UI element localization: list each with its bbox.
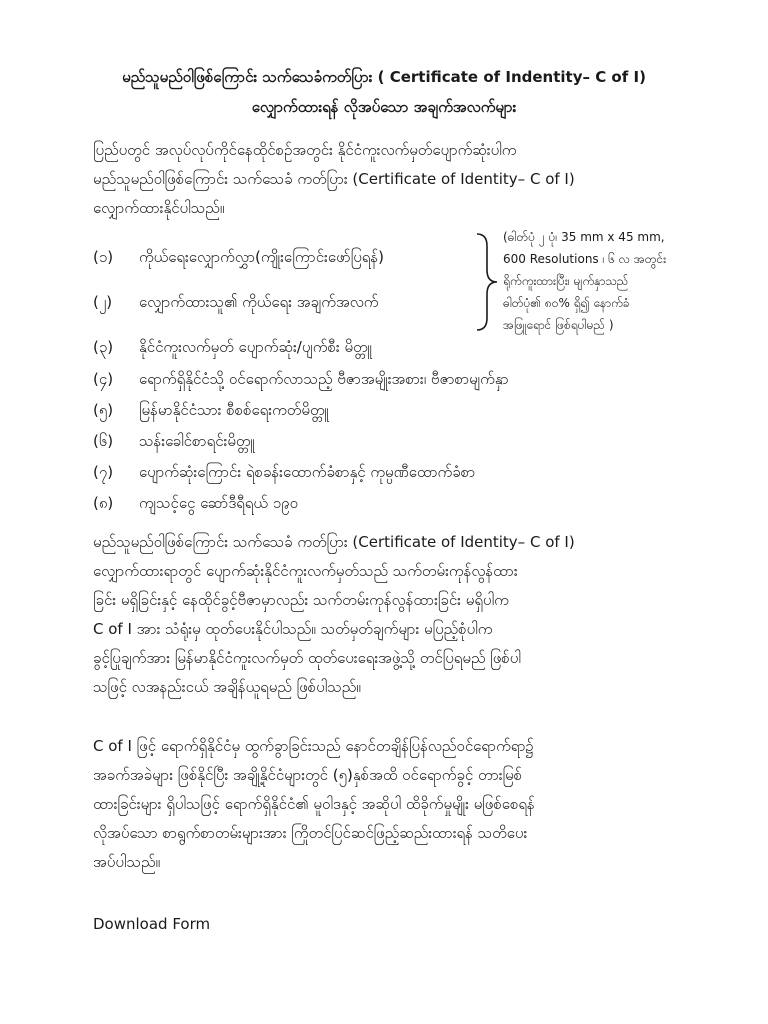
requirement-number: (၂) — [93, 293, 113, 311]
requirement-number: (၄) — [93, 370, 114, 388]
requirement-text: သန်းခေါင်စာရင်းမိတ္တူ — [139, 432, 255, 450]
requirement-item — [93, 287, 378, 317]
cofi-line: ခြင်း မရှိခြင်းနှင့် နေထိုင်ခွင့်ဗီဇာမှာလည်း သက်တမ်းကုန်လွန်ထားခြင်း မရှိပါက — [93, 591, 509, 609]
cofi-line: C of I အား သံရုံးမှ ထုတ်ပေးနိုင်ပါသည်။ သတ်မှတ်ချက်များ မပြည့်စုံပါက — [93, 620, 493, 638]
intro-line: မည်သူမည်ဝါဖြစ်ကြောင်း သက်သေခံ ကတ်ပြား (Certificate of Identity– C of I) — [93, 170, 575, 188]
intro-line: ပြည်ပတွင် အလုပ်လုပ်ကိုင်နေထိုင်စဉ်အတွင်း နိုင်ငံကူးလက်မှတ်ပျောက်ဆုံးပါက — [93, 141, 517, 159]
requirement-number: (၇) — [93, 463, 114, 481]
download-form-link[interactable]: Download Form — [93, 915, 211, 933]
title-line-1: မည်သူမည်ဝါဖြစ်ကြောင်း သက်သေခံကတ်ပြား ( Certificate of Indentity– C of I) — [122, 68, 646, 86]
requirement-text: ကျသင့်ငွေ ဆော်ဒီရီရယ် ၁၉၀ — [139, 494, 299, 512]
intro-line: လျှောက်ထားနိုင်ပါသည်။ — [93, 199, 225, 217]
requirement-number: (၃) — [93, 338, 114, 356]
requirement-text: ရောက်ရှိနိုင်ငံသို့ ဝင်ရောက်လာသည့် ဗီဇာအမျိုးအစား၊ ဗီဇာစာမျက်နှာ — [139, 370, 509, 388]
cofi-line: သဖြင့် လအနည်းငယ် အချိန်ယူရမည် ဖြစ်ပါသည်။ — [93, 678, 361, 696]
requirement-text: လျှောက်ထားသူ၏ ကိုယ်ရေး အချက်အလက် — [139, 293, 379, 311]
requirement-number: (၁) — [93, 248, 114, 266]
requirement-item — [93, 426, 255, 456]
warning-line: C of I ဖြင့် ရောက်ရှိနိုင်ငံမှ ထွက်ခွာခြင်းသည် နောင်တချိန်ပြန်လည်ဝင်ရောက်ရာ၌ — [93, 737, 534, 755]
requirement-item — [93, 457, 475, 487]
cofi-line: လျှောက်ထားရာတွင် ပျောက်ဆုံးနိုင်ငံကူးလက်မှတ်သည် သက်တမ်းကုန်လွန်ထား — [93, 562, 518, 580]
photo-note-line: အဖြူရောင် ဖြစ်ရပါမည် ) — [503, 318, 614, 332]
requirement-item — [93, 332, 372, 362]
requirement-text: မြန်မာနိုင်ငံသား စီစစ်ရေးကတ်မိတ္တူ — [139, 401, 329, 419]
requirement-text: ပျောက်ဆုံးကြောင်း ရဲစခန်းထောက်ခံစာနှင့် ကုမ္ပဏီထောက်ခံစာ — [139, 463, 476, 481]
requirement-number: (၅) — [93, 401, 114, 419]
cofi-line: မည်သူမည်ဝါဖြစ်ကြောင်း သက်သေခံ ကတ်ပြား (Certificate of Identity– C of I) — [93, 533, 575, 551]
warning-line: လိုအပ်သော စာရွက်စာတမ်းများအား ကြိုတင်ပြင်ဆင်ဖြည့်ဆည်းထားရန် သတိပေး — [93, 824, 528, 842]
title-line-2: လျှောက်ထားရန် လိုအပ်သော အချက်အလက်များ — [251, 98, 517, 116]
cofi-line: ခွင့်ပြုချက်အား မြန်မာနိုင်ငံကူးလက်မှတ် ထုတ်ပေးရေးအဖွဲ့သို့ တင်ပြရမည် ဖြစ်ပါ — [93, 649, 521, 667]
warning-line: ထားခြင်းများ ရှိပါသဖြင့် ရောက်ရှိနိုင်ငံ၏ မူဝါဒနှင့် အဆိုပါ ထိခိုက်မှုမျိုး မဖြစ်စေရန် — [93, 795, 535, 813]
requirement-text: ကိုယ်ရေးလျှောက်လွှာ(ကျိုးကြောင်းဖော်ပြရန်) — [139, 248, 385, 266]
requirement-text: နိုင်ငံကူးလက်မှတ် ပျောက်ဆုံး/ပျက်စီး မိတ္တူ — [139, 338, 372, 356]
cofi-conditions-paragraph — [93, 528, 677, 702]
requirement-item — [93, 395, 329, 425]
requirement-item — [93, 488, 298, 518]
photo-note-line: ရိုက်ကူးထားပြီး၊ မျက်နှာသည် — [503, 274, 629, 288]
photo-note-line: 600 Resolutions ၊ ၆ လ အတွင်း — [503, 252, 667, 266]
requirement-item — [93, 364, 509, 394]
photo-note-line: (ဓါတ်ပုံ ၂ ပုံ၊ 35 mm x 45 mm, — [503, 230, 665, 244]
intro-paragraph — [93, 136, 677, 223]
requirement-number: (၈) — [93, 494, 114, 512]
page-title — [40, 62, 728, 122]
photo-note-text — [503, 226, 708, 336]
requirement-item — [93, 242, 384, 272]
photo-note-line: ဓါတ်ပုံ၏ ၈၀% ရှိ၍ နောက်ခံ — [503, 296, 630, 310]
requirement-number: (၆) — [93, 432, 114, 450]
curly-brace-icon — [473, 226, 503, 338]
travel-warning-paragraph — [93, 732, 677, 877]
warning-line: အပ်ပါသည်။ — [93, 853, 161, 871]
photo-requirements-note — [473, 226, 705, 338]
warning-line: အခက်အခဲများ ဖြစ်နိုင်ပြီး အချို့နိုင်ငံများတွင် (၅)နှစ်အထိ ဝင်ရောက်ခွင့် တားမြစ် — [93, 766, 523, 784]
